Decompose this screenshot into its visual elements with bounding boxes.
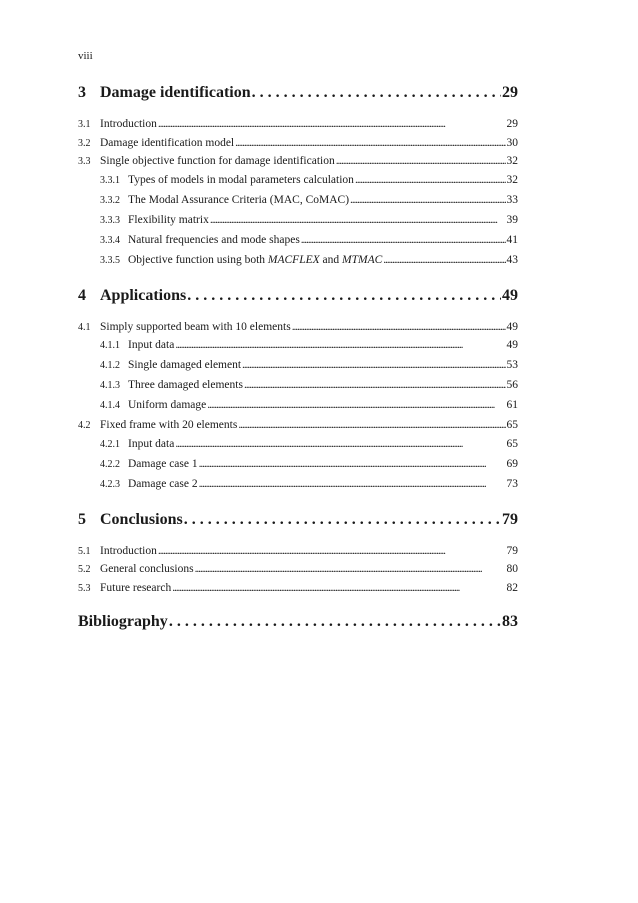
toc-title: Damage case 1 [128,457,198,470]
toc-section-5-1[interactable] [78,545,518,564]
toc-number: 3.3.4 [100,234,120,246]
toc-subsection-4-1-2[interactable] [78,359,518,379]
toc-page-number: 30 [506,136,518,149]
toc-number: 3.3.3 [100,214,120,226]
toc-subsection-3-3-4[interactable] [78,234,518,254]
toc-chapter-4[interactable] [78,287,518,315]
toc-title: Input data [128,339,175,351]
toc-title: Damage case 2 [128,477,198,490]
toc-title: Uniform damage [128,399,207,411]
dot-leader [158,545,506,557]
toc-title: Types of models in modal parameters calculation [128,173,354,186]
toc-bibliography[interactable] [78,613,518,641]
toc-number: 3.3.1 [100,174,120,186]
toc-page-number: 61 [506,399,518,411]
toc-subsection-3-3-2[interactable] [78,194,518,214]
dot-leader [199,458,506,470]
toc-subsection-4-2-3[interactable] [78,478,518,498]
toc-page-number: 56 [506,379,518,391]
toc-section-3-1[interactable] [78,118,518,137]
dot-leader [383,254,505,266]
toc-number: 5 [78,510,86,528]
toc-section-3-3[interactable] [78,155,518,174]
toc-number: 4.2.2 [100,458,120,470]
toc-title: Introduction [100,118,157,130]
toc-number: 4.1.3 [100,380,120,391]
dot-leader [207,399,505,411]
toc-subsection-3-3-1[interactable] [78,174,518,194]
toc-title: Single objective function for damage identification [100,155,335,167]
toc-page-number: 43 [506,253,518,266]
toc-title: Damage identification [100,84,251,101]
page-folio: viii [78,50,93,62]
toc-section-4-1[interactable] [78,321,518,340]
toc-title: The Modal Assurance Criteria (MAC, CoMAC) [128,193,350,206]
dot-leader [172,582,505,594]
toc-number: 4.1 [78,321,91,333]
toc-title-italic-term: MACFLEX [267,253,320,266]
toc-number: 3.3.5 [100,254,120,266]
dot-leader [244,379,506,391]
dot-leader [301,234,506,246]
dot-leader [350,194,505,206]
toc-title-italic-term: MTMAC [342,253,383,266]
toc-page-number: 49 [506,339,518,351]
dot-leader [175,438,505,450]
toc-number: 5.3 [78,582,91,594]
dot-leader [292,321,506,333]
dot-leader [187,287,501,305]
toc-title: Conclusions [100,510,183,528]
toc-title: Future research [100,581,172,594]
toc-title [128,254,382,266]
toc-number: 4.2.1 [100,438,120,450]
toc-chapter-3[interactable] [78,84,518,112]
toc-page-number: 79 [506,544,518,557]
table-of-contents [78,84,518,641]
toc-number: 4.1.2 [100,360,120,371]
dot-leader [175,339,505,351]
toc-chapter-5[interactable] [78,511,518,539]
dot-leader [242,359,505,371]
toc-page-number: 53 [506,359,518,371]
dot-leader [235,137,505,149]
toc-subsection-4-1-4[interactable] [78,399,518,419]
toc-title: Introduction [100,544,157,557]
toc-subsection-3-3-5[interactable] [78,254,518,274]
toc-page-number: 49 [506,320,518,333]
toc-section-3-2[interactable] [78,137,518,156]
toc-page-number: 29 [502,84,518,101]
toc-number: 3.1 [78,119,91,130]
toc-page-number: 83 [502,613,518,630]
toc-number: 4 [78,286,86,304]
toc-title: Bibliography [78,613,168,630]
toc-page-number: 32 [506,173,518,186]
toc-number: 3 [78,84,86,101]
dot-leader [158,118,506,130]
toc-page-number: 32 [506,155,518,167]
toc-section-4-2[interactable] [78,419,518,438]
toc-page-number: 65 [506,437,518,450]
toc-title-part: and [319,253,343,266]
dot-leader [199,478,506,490]
toc-title: Natural frequencies and mode shapes [128,233,300,246]
toc-page-number: 69 [506,457,518,470]
toc-page-number: 33 [506,193,518,206]
toc-number: 4.1.4 [100,400,120,411]
toc-number: 4.2.3 [100,478,120,490]
toc-title: Simply supported beam with 10 elements [100,320,291,333]
toc-section-5-3[interactable] [78,582,518,601]
toc-number: 5.1 [78,545,91,557]
dot-leader [238,419,505,431]
toc-number: 3.2 [78,137,91,149]
dot-leader [355,174,506,186]
toc-page-number: 49 [502,286,518,304]
toc-number: 3.3 [78,156,91,167]
toc-section-5-2[interactable] [78,563,518,582]
dot-leader [336,155,506,167]
toc-title: Fixed frame with 20 elements [100,419,238,431]
toc-title: Single damaged element [128,359,242,371]
toc-subsection-4-2-2[interactable] [78,458,518,478]
dot-leader [252,84,501,102]
toc-number: 4.1.1 [100,340,120,351]
toc-subsection-4-1-3[interactable] [78,379,518,399]
toc-title: Input data [128,437,175,450]
toc-number: 4.2 [78,420,91,431]
dot-leader [184,511,501,529]
toc-page-number: 79 [502,510,518,528]
toc-subsection-3-3-3[interactable] [78,214,518,234]
toc-title: Three damaged elements [128,379,243,391]
toc-subsection-4-2-1[interactable] [78,438,518,458]
toc-page-number: 41 [506,233,518,246]
toc-subsection-4-1-1[interactable] [78,339,518,359]
dot-leader [195,563,506,575]
toc-page-number: 80 [506,563,518,575]
toc-page-number: 39 [506,213,518,226]
dot-leader [210,214,506,226]
toc-page-number: 73 [506,477,518,490]
toc-title-part: Objective function using both [128,253,268,266]
toc-title: General conclusions [100,563,194,575]
toc-number: 3.3.2 [100,194,120,206]
toc-page-number: 65 [506,419,518,431]
toc-title: Flexibility matrix [128,213,209,226]
dot-leader [169,613,501,631]
toc-title: Damage identification model [100,136,235,149]
toc-page-number: 29 [506,118,518,130]
toc-title: Applications [100,286,187,304]
toc-number: 5.2 [78,564,91,575]
toc-page-number: 82 [506,581,518,594]
